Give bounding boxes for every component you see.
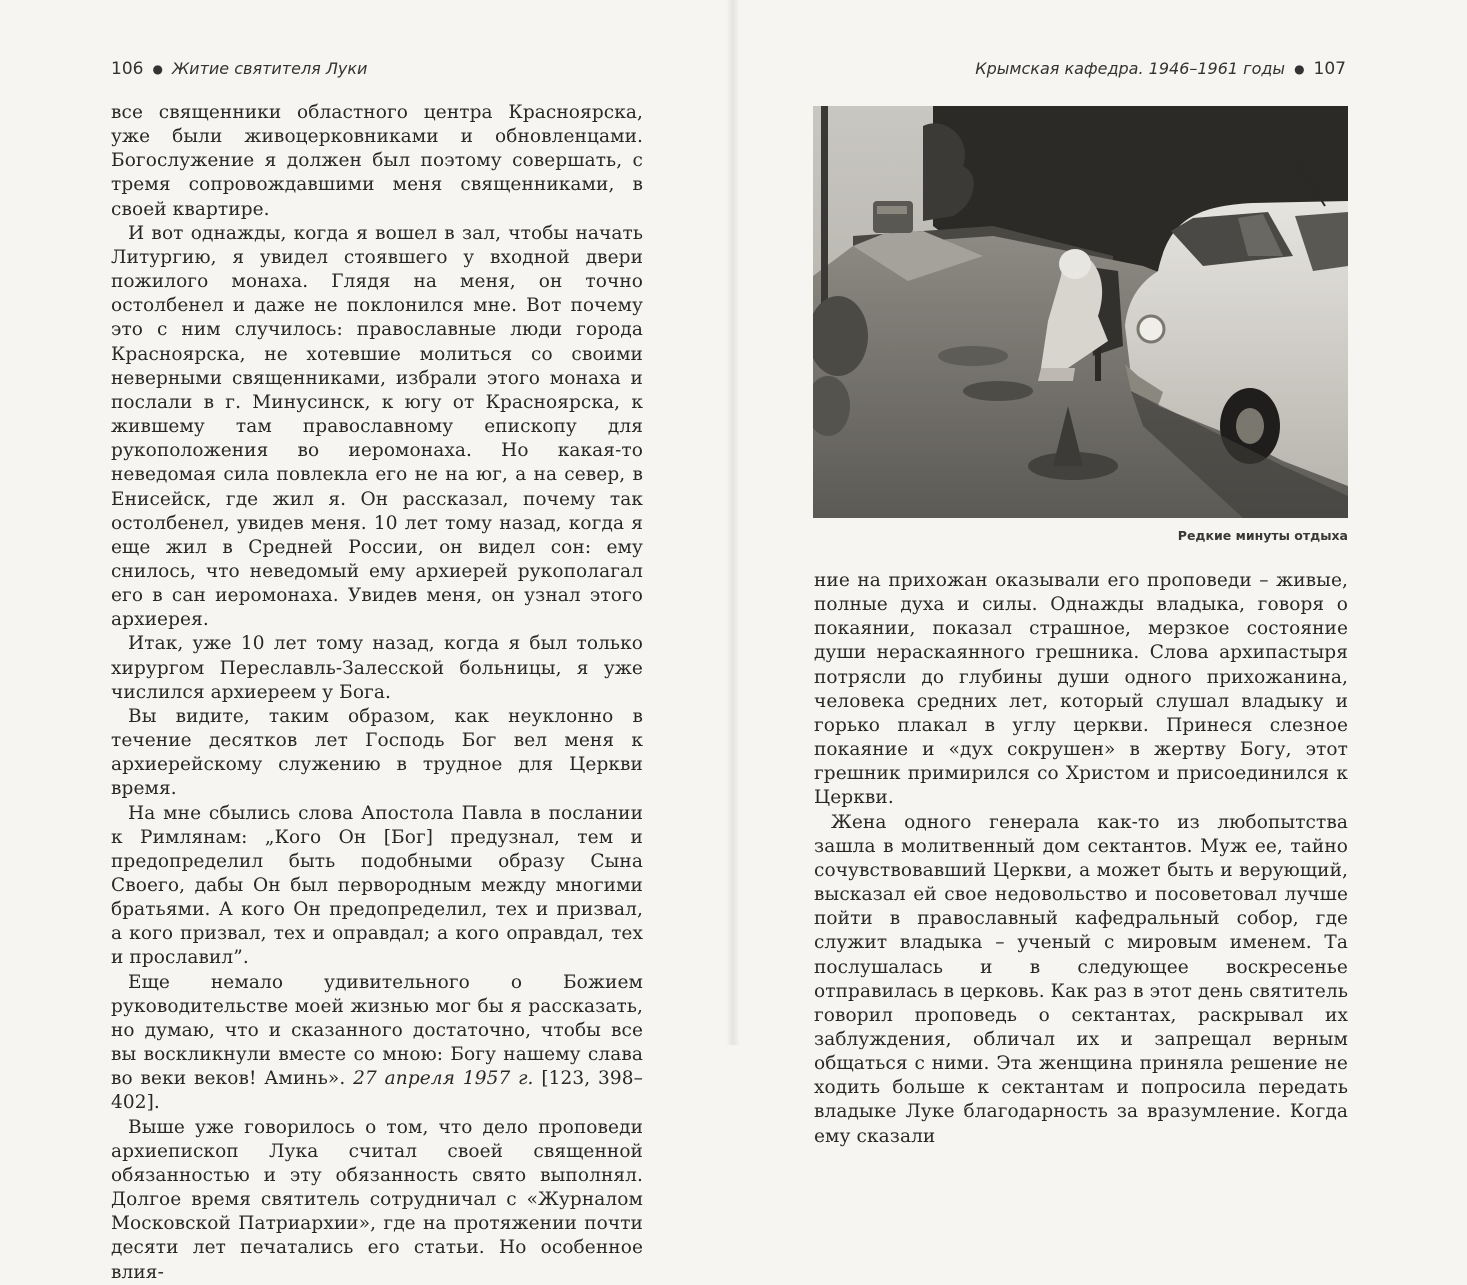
paragraph: На мне сбылись слова Апостола Павла в послании к Римлянам: „Кого Он [Бог] предузнал, тем и предопределил быть подобными образу Сына Своего, дабы Он был первородным между многими братьями. А кого Он предопределил, тех и призвал, а кого призвал, тех и оправдал; а кого оправдал, тех и прославил”. [111, 802, 643, 969]
bullet-separator: ● [152, 62, 163, 76]
paragraph-with-date [111, 971, 643, 1116]
bullet-separator: ● [1294, 62, 1305, 76]
right-running-title: Крымская кафедра. 1946–1961 годы [975, 59, 1286, 78]
paragraph: Жена одного генерала как-то из любопытства зашла в молитвенный дом сектантов. Муж ее, тайно сочувствовавший Церкви, а может быть и верующий, высказал ей свое недовольство и посоветовал лучше пойти в православный кафедральный собор, где служит владыка – ученый с мировым именем. Та послушалась и в следующее воскресенье отправилась в церковь. Как раз в этот день святитель говорил проповедь о сектантах, раскрывал их заблуждения, обличал их и запрещал верным общаться с ними. Эта женщина приняла решение не ходить больше к сектантам и попросила передать владыке Луке благодарность за вразумление. Когда ему сказали [814, 811, 1348, 1147]
citation-reference: [123, 398–402]. [111, 1068, 643, 1114]
right-page-number: 107 [1313, 59, 1346, 79]
paragraph: И вот однажды, когда я вошел в зал, чтобы начать Литургию, я увидел стоявшего у входной двери пожилого монаха. Глядя на меня, он точно остолбенел и даже не поклонился мне. Вот почему это с ним случилось: православные люди города Красноярска, не хотевшие молиться со своими неверными священниками, избрали этого монаха и послали в г. Минусинск, к югу от Красноярска, к жившему там православному епископу для рукоположения во иеромонаха. Но какая-то неведомая сила повлекла его не на юг, а на север, в Енисейск, где жил я. Он рассказал, почему так остолбенел, увидев меня. 10 лет тому назад, когда я еще жил в Средней России, он видел сон: ему снилось, что неведомый ему архиерей рукополагал его в сан иеромонаха. Увидев меня, он узнал этого архиерея. [111, 222, 643, 631]
left-body-text [111, 101, 643, 1285]
paragraph: ние на прихожан оказывали его проповеди – живые, полные духа и силы. Однажды владыка, говоря о покаянии, показал страшное, мерзкое состояние души нераскаянного грешника. Слова архипастыря потрясли до глубины души одного прихожанина, человека средних лет, который слушал владыку и горько плакал в углу церкви. Принеся слезное покаяние и «дух сокрушен» в жертву Богу, этот грешник примирился со Христом и присоединился к Церкви. [814, 570, 1348, 809]
paragraph: все священники областного центра Красноярска, уже были живоцерковниками и обновленцами. Богослужение я должен был поэтому совершать, с тремя сопровождавшими меня священниками, в своей квартире. [111, 102, 643, 220]
paragraph: Вы видите, таким образом, как неуклонно в течение десятков лет Господь Бог вел меня к архиерейскому служению в трудное для Церкви время. [111, 705, 643, 800]
photo-of-elderly-man-resting-beside-car [813, 106, 1348, 518]
right-body-text [814, 569, 1348, 1149]
left-running-header [111, 56, 367, 82]
right-running-header [975, 56, 1346, 82]
photo-caption: Редкие минуты отдыха [1177, 528, 1348, 543]
paragraph: Выше уже говорилось о том, что дело проповеди архиепископ Лука считал своей священной обязанностью и эту обязанность свято выполнял. Долгое время святитель сотрудничал с «Журналом Московской Патриархии», где на протяжении почти десяти лет печатались его статьи. Но особенное влия- [111, 1116, 643, 1283]
date-italic: 27 апреля 1957 г. [345, 1068, 534, 1090]
photo-illustration [813, 106, 1348, 518]
paragraph-text: Еще немало удивительного о Божием руководительстве моей жизнью мог бы я рассказать, но думаю, что и сказанного достаточно, чтобы все вы воскликнули вместе со мною: Богу нашему слава во веки веков! Аминь». [111, 971, 643, 1090]
left-page [0, 0, 733, 1283]
paragraph: Итак, уже 10 лет тому назад, когда я был только хирургом Переславль-Залесской больницы, я уже числился архиереем у Бога. [111, 633, 643, 703]
right-page [733, 0, 1467, 1147]
left-page-number: 106 [111, 59, 144, 79]
left-running-title: Житие святителя Луки [171, 59, 368, 78]
